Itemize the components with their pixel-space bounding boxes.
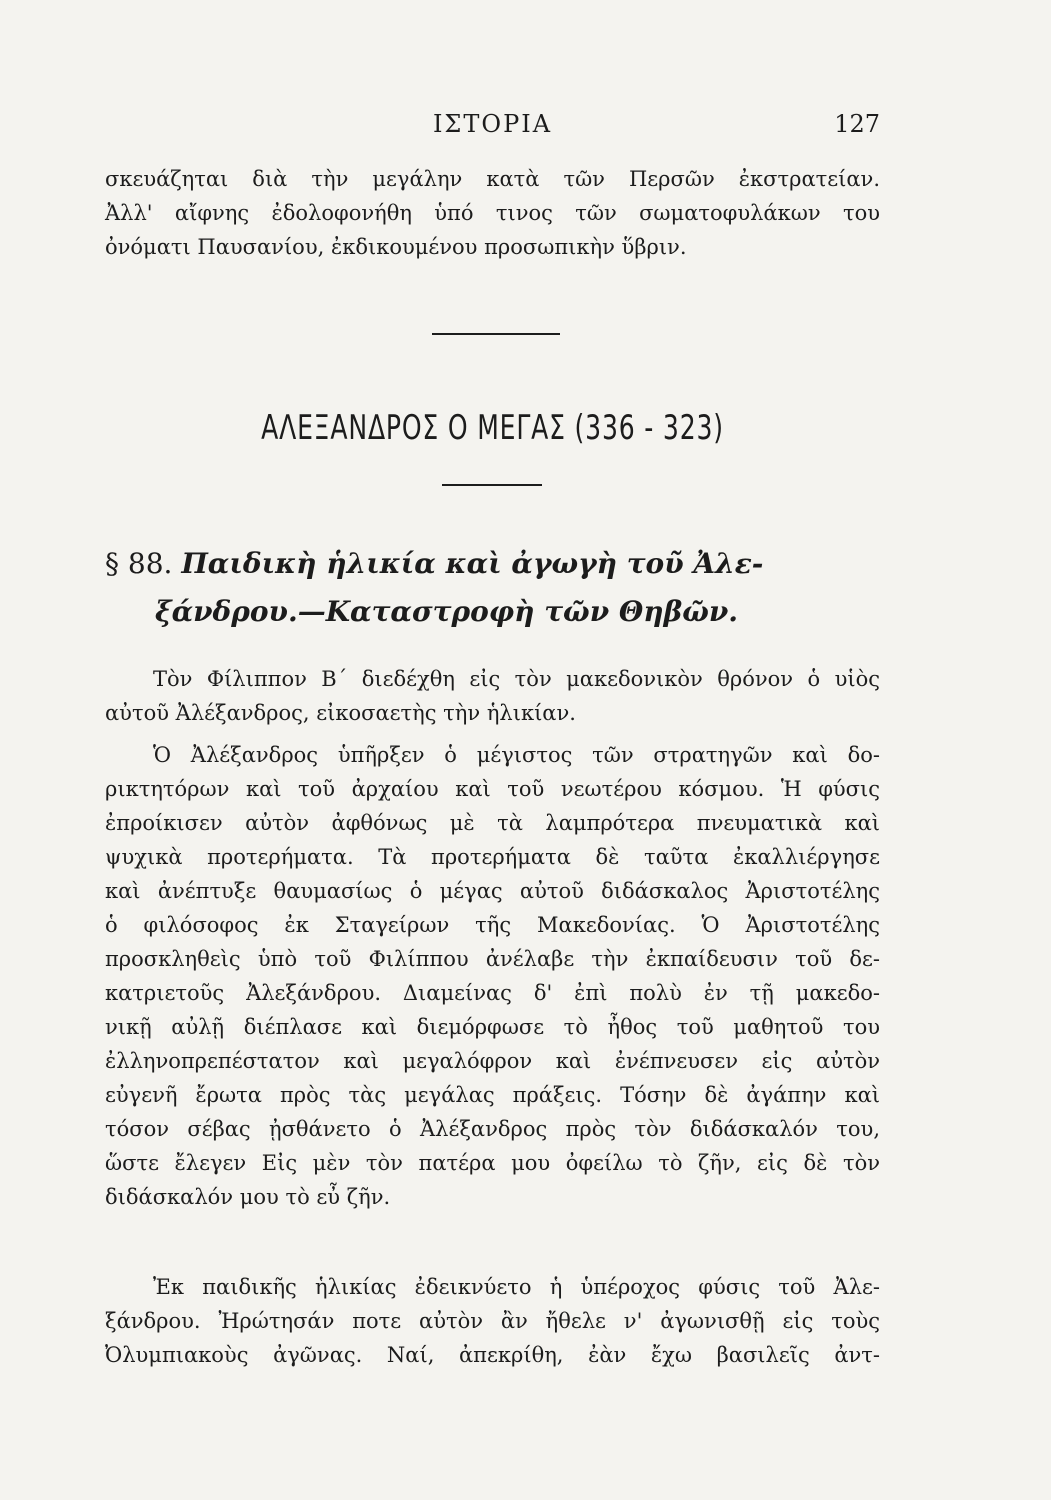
text-line: ἐπροίκισεν αὐτὸν ἀφθόνως μὲ τὰ λαμπρότερα πνευματικὰ καὶ: [105, 811, 880, 835]
title-underline: [442, 484, 542, 486]
section-heading-line-1: [105, 540, 880, 588]
text-line: Ὀλυμπιακοὺς ἀγῶνας. Ναί, ἀπεκρίθη, ἐὰν ἔχω βασιλεῖς ἀντ-: [105, 1343, 880, 1367]
paragraph-2: [105, 738, 880, 1214]
text-line: Ὁ Ἀλέξανδρος ὑπῆρξεν ὁ μέγιστος τῶν στρατηγῶν καὶ δο-: [153, 743, 880, 767]
top-paragraph: [105, 162, 880, 264]
text-line: καὶ ἀνέπτυξε θαυμασίως ὁ μέγας αὐτοῦ διδάσκαλος Ἀριστοτέλης: [105, 879, 880, 903]
page-header: [105, 104, 880, 144]
paragraph-3: [105, 1270, 880, 1372]
text-line: Τὸν Φίλιππον Β΄ διεδέχθη εἰς τὸν μακεδονικὸν θρόνον ὁ υἱὸς: [153, 667, 880, 691]
text-line: νικῇ αὐλῇ διέπλασε καὶ διεμόρφωσε τὸ ἦθος τοῦ μαθητοῦ του: [105, 1015, 880, 1039]
text-line: ἐλληνοπρεπέστατον καὶ μεγαλόφρον καὶ ἐνέπνευσεν εἰς αὐτὸν: [105, 1049, 880, 1073]
text-line: προσκληθεὶς ὑπὸ τοῦ Φιλίππου ἀνέλαβε τὴν ἐκπαίδευσιν τοῦ δε-: [105, 947, 880, 971]
text-line: Ἐκ παιδικῆς ἡλικίας ἐδεικνύετο ἡ ὑπέροχος φύσις τοῦ Ἀλε-: [153, 1275, 880, 1299]
text-line: αὐτοῦ Ἀλέξανδρος, εἰκοσαετὴς τὴν ἡλικίαν.: [105, 701, 576, 725]
text-line: Ἀλλ' αἴφνης ἐδολοφονήθη ὑπό τινος τῶν σωματοφυλάκων του: [105, 201, 880, 225]
section-heading: [105, 540, 880, 636]
text-line: σκευάζηται διὰ τὴν μεγάλην κατὰ τῶν Περσῶν ἐκστρατείαν.: [105, 167, 880, 191]
text-line: διδάσκαλόν μου τὸ εὖ ζῆν.: [105, 1185, 391, 1209]
text-line: ρικτητόρων καὶ τοῦ ἀρχαίου καὶ τοῦ νεωτέρου κόσμου. Ἡ φύσις: [105, 777, 880, 801]
running-head: ΙΣΤΟΡΙΑ: [432, 110, 553, 138]
text-line: ψυχικὰ προτερήματα. Τὰ προτερήματα δὲ ταῦτα ἐκαλλιέργησε: [105, 845, 880, 869]
section-title: Παιδικὴ ἡλικία καὶ ἀγωγὴ τοῦ Ἀλε-: [181, 547, 764, 580]
paragraph-1: [105, 662, 880, 730]
chapter-title: ΑΛΕΞΑΝΔΡΟΣ Ο ΜΕΓΑΣ (336 - 323): [261, 408, 724, 448]
text-line: τόσον σέβας ᾐσθάνετο ὁ Ἀλέξανδρος πρὸς τὸν διδάσκαλόν του,: [105, 1117, 880, 1141]
text-line: ὁ φιλόσοφος ἐκ Σταγείρων τῆς Μακεδονίας. Ὁ Ἀριστοτέλης: [105, 913, 880, 937]
section-heading-line-2: ξάνδρου.—Καταστροφὴ τῶν Θηβῶν.: [155, 595, 739, 628]
text-line: ὀνόματι Παυσανίου, ἐκδικουμένου προσωπικὴν ὕβριν.: [105, 235, 687, 259]
text-line: ξάνδρου. Ἠρώτησάν ποτε αὐτὸν ἂν ἤθελε ν' ἀγωνισθῇ εἰς τοὺς: [105, 1309, 880, 1333]
text-line: εὐγενῆ ἔρωτα πρὸς τὰς μεγάλας πράξεις. Τόσην δὲ ἀγάπην καὶ: [105, 1083, 880, 1107]
text-line: κατριετοῦς Ἀλεξάνδρου. Διαμείνας δ' ἐπὶ πολὺ ἐν τῇ μακεδο-: [105, 981, 880, 1005]
section-divider: [432, 333, 560, 335]
page-number: 127: [834, 110, 880, 138]
text-line: ὥστε ἔλεγεν Εἰς μὲν τὸν πατέρα μου ὀφείλω τὸ ζῆν, εἰς δὲ τὸν: [105, 1151, 880, 1175]
section-number: § 88.: [105, 547, 173, 580]
